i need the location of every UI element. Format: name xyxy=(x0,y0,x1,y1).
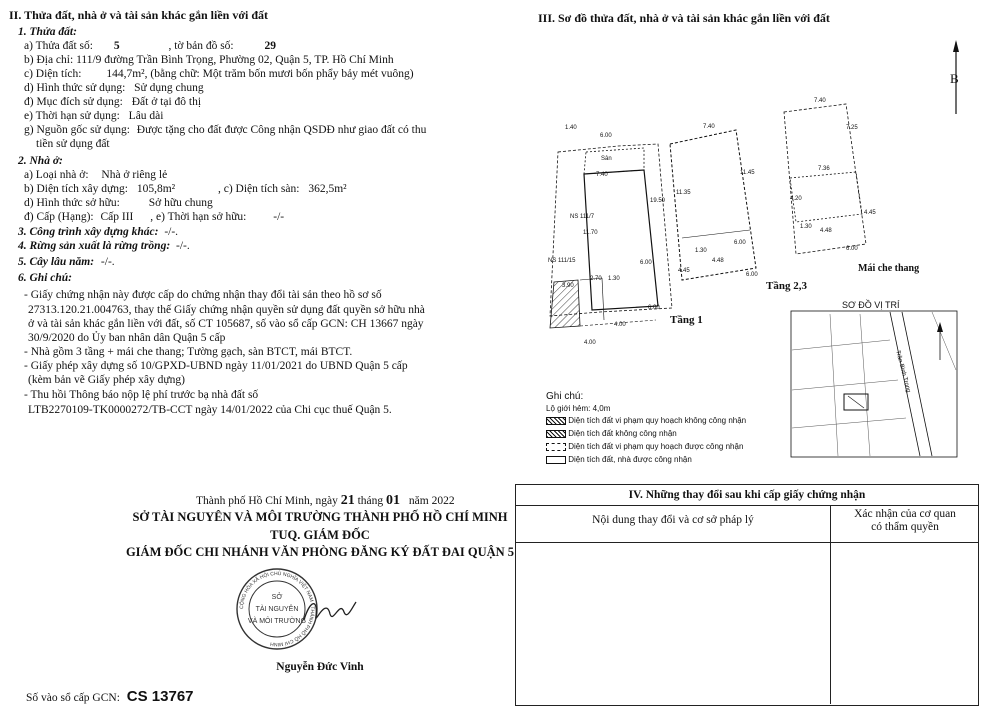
san-label: Sân xyxy=(601,156,612,162)
dim-label: 1.30 xyxy=(608,276,620,282)
note-line: LTB2270109-TK0000272/TB-CCT ngày 14/01/2022 của Chi cục thuế Quận 5. xyxy=(28,404,392,416)
house-type-row xyxy=(24,169,167,182)
dim-label: 6.00 xyxy=(640,260,652,266)
dim-label: 7.40 xyxy=(814,98,826,104)
cross-hatch-swatch-icon xyxy=(546,417,566,425)
own-term-value: -/- xyxy=(273,211,285,223)
use-form-value: Sử dụng chung xyxy=(134,82,204,94)
dim-label: 1.30 xyxy=(695,248,707,254)
item-5-label: 5. Cây lâu năm: xyxy=(18,256,95,268)
dim-label: 2.70 xyxy=(590,276,602,282)
location-title: SƠ ĐỒ VỊ TRÍ xyxy=(842,300,900,310)
address-value: 111/9 đường Trần Bình Trọng, Phường 02, Quận 5, TP. Hồ Chí Minh xyxy=(76,54,394,66)
note-line: (kèm bản vẽ Giấy phép xây dựng) xyxy=(28,374,185,386)
grade-value: Cấp III xyxy=(100,211,134,223)
role-1: TUQ. GIÁM ĐỐC xyxy=(270,528,370,542)
changes-table xyxy=(515,484,979,706)
section-iv-title: IV. Những thay đổi sau khi cấp giấy chứng nhận xyxy=(516,485,978,506)
origin-value-2: tiền sử dụng đất xyxy=(36,138,110,150)
dim-label: 4.20 xyxy=(790,196,802,202)
north-label: B xyxy=(950,71,959,86)
note-line: 27313.120.21.004763, thay thế Giấy chứng nhận quyền sử dụng đất quyền sở hữu nhà xyxy=(28,304,425,316)
dim-label: 4.45 xyxy=(864,210,876,216)
dim-label: 7.36 xyxy=(818,166,830,172)
dim-label: 6.00 xyxy=(846,246,858,252)
alley-label: NS 111/7 xyxy=(570,214,595,220)
ownership-label: d) Hình thức sở hữu: xyxy=(24,197,120,209)
dim-label: 7.40 xyxy=(703,124,715,130)
gcn-row xyxy=(26,690,194,705)
legend-item-label: Diện tích đất không công nhận xyxy=(568,429,677,438)
dim-label: 1.40 xyxy=(565,125,577,131)
item-3-label: 3. Công trình xây dựng khác: xyxy=(18,226,159,238)
built-area-label: b) Diện tích xây dựng: xyxy=(24,183,128,195)
dim-label: 11.70 xyxy=(583,230,598,236)
dim-label: 6.00 xyxy=(734,240,746,246)
note-line: - Giấy phép xây dựng số 10/GPXD-UBND ngày 11/01/2021 do UBND Quận 5 cấp xyxy=(24,360,408,372)
item-4-value: -/-. xyxy=(176,240,190,252)
legend-list xyxy=(546,414,746,466)
item-4 xyxy=(18,240,190,253)
date-prefix: Thành phố Hồ Chí Minh, ngày xyxy=(196,495,338,507)
origin-label: g) Nguồn gốc sử dụng: xyxy=(24,124,130,136)
ownership-row xyxy=(24,197,213,210)
floor-2-3-label: Tầng 2,3 xyxy=(766,280,807,292)
legend-item-label: Diện tích đất vi phạm quy hoạch không công nhận xyxy=(568,416,747,425)
gcn-number: CS 13767 xyxy=(126,688,194,705)
legend-item xyxy=(546,414,746,427)
signer-name: Nguyễn Đức Vinh xyxy=(276,661,364,673)
parcel-label: a) Thửa đất số: xyxy=(24,40,93,52)
date-line xyxy=(196,494,455,508)
grade-label: đ) Cấp (Hạng): xyxy=(24,211,94,223)
date-day: 21 xyxy=(340,493,355,508)
house-heading: 2. Nhà ở: xyxy=(18,155,63,167)
dim-label: 4.00 xyxy=(584,340,596,346)
roof-label: Mái che thang xyxy=(858,263,920,274)
area-value: 144,7m², (bằng chữ: Một trăm bốn mươi bốn phẩy bảy mét vuông) xyxy=(106,68,414,80)
seal-center-text: TÀI NGUYÊN xyxy=(255,606,299,613)
role-2: GIÁM ĐỐC CHI NHÁNH VĂN PHÒNG ĐĂNG KÝ ĐẤT ĐAI QUẬN 5 xyxy=(125,545,515,559)
solid-swatch-icon xyxy=(546,456,566,464)
seal-center-text: VÀ MÔI TRƯỜNG xyxy=(247,618,307,625)
dim-label: 19.50 xyxy=(650,198,666,204)
dim-label: 7.25 xyxy=(846,125,858,131)
floor-area-label: , c) Diện tích sàn: xyxy=(218,183,300,195)
gcn-label: Số vào sổ cấp GCN: xyxy=(26,692,120,704)
item-3-value: -/-. xyxy=(164,226,179,238)
dim-label: 4.48 xyxy=(712,258,724,264)
dim-label: 11.45 xyxy=(740,170,755,176)
legend-boundary: Lộ giới hẻm: 4,0m xyxy=(546,404,611,413)
land-heading: 1. Thửa đất: xyxy=(18,26,77,38)
parcel-number: 5 xyxy=(113,40,120,52)
dim-label: 6.00 xyxy=(648,305,660,311)
column-divider xyxy=(830,506,831,542)
dim-label: 4.00 xyxy=(614,322,626,328)
legend-item-label: Diện tích đất vi phạm quy hoạch được công nhận xyxy=(568,442,744,451)
purpose-label: đ) Mục đích sử dụng: xyxy=(24,96,123,108)
house-type-label: a) Loại nhà ở: xyxy=(24,169,89,181)
purpose-value: Đất ở tại đô thị xyxy=(131,96,202,108)
item-6-label: 6. Ghi chú: xyxy=(18,272,72,284)
seal-ring-text: CỘNG HÒA XÃ HỘI CHỦ NGHĨA VIỆT NAM · THÀNH PHỐ HỒ CHÍ MINH xyxy=(238,570,316,648)
use-form-row xyxy=(24,82,204,95)
section-ii-title: II. Thửa đất, nhà ở và tài sản khác gắn liền với đất xyxy=(9,8,269,22)
term-label: e) Thời hạn sử dụng: xyxy=(24,110,120,122)
alley-label: NS 111/15 xyxy=(548,258,576,264)
own-term-label: , e) Thời hạn sở hữu: xyxy=(150,211,247,223)
dim-label: 6.00 xyxy=(746,272,758,278)
col-authority-header xyxy=(832,508,978,535)
date-month: 01 xyxy=(386,493,401,508)
changes-table-header xyxy=(516,506,978,543)
built-area-value: 105,8m² xyxy=(136,183,176,195)
seal-center-text: SỞ xyxy=(271,594,283,601)
note-line: - Giấy chứng nhận này được cấp do chứng nhận thay đổi tài sản theo hồ sơ số xyxy=(24,289,382,301)
dashed-swatch-icon xyxy=(546,443,566,451)
dim-label: 6.00 xyxy=(600,133,612,139)
ownership-value: Sở hữu chung xyxy=(148,197,213,209)
term-row xyxy=(24,110,163,123)
item-4-label: 4. Rừng sản xuất là rừng trồng: xyxy=(18,240,171,252)
map-label: , tờ bản đồ số: xyxy=(168,40,234,52)
legend-item xyxy=(546,440,746,453)
legend-item xyxy=(546,453,746,466)
dim-label: 3.90 xyxy=(562,283,574,289)
location-map xyxy=(790,310,960,460)
address-row xyxy=(24,54,394,67)
column-divider xyxy=(830,542,831,704)
dim-label: 11.35 xyxy=(676,190,691,196)
dim-label: 7.40 xyxy=(596,172,608,178)
item-3 xyxy=(18,226,178,239)
note-line: - Nhà gồm 3 tầng + mái che thang; Tường gạch, sàn BTCT, mái BTCT. xyxy=(24,346,353,358)
origin-row xyxy=(24,124,426,137)
note-line: - Thu hồi Thông báo nộp lệ phí trước bạ nhà đất số xyxy=(24,389,259,401)
origin-value-1: Được tặng cho đất được Công nhận QSDĐ như giao đất có thu xyxy=(136,124,427,136)
floor-1-label: Tầng 1 xyxy=(670,314,703,326)
dim-label: 1.30 xyxy=(800,224,812,230)
use-form-label: d) Hình thức sử dụng: xyxy=(24,82,126,94)
col-changes-header: Nội dung thay đổi và cơ sở pháp lý xyxy=(592,514,754,526)
floor-area-value: 362,5m² xyxy=(308,183,347,195)
address-label: b) Địa chỉ: xyxy=(24,54,74,66)
handwritten-signature-icon xyxy=(300,590,360,630)
note-line: 30/9/2020 do Ủy ban nhân dân Quận 5 cấp xyxy=(28,332,226,344)
date-year: năm 2022 xyxy=(408,495,455,507)
area-row xyxy=(24,68,414,81)
legend-title: Ghi chú: xyxy=(546,391,584,402)
grade-row xyxy=(24,211,284,224)
map-number: 29 xyxy=(264,40,276,52)
legend-item xyxy=(546,427,746,440)
area-label: c) Diện tích: xyxy=(24,68,82,80)
legend-item-label: Diện tích đất, nhà được công nhận xyxy=(568,455,692,464)
term-value: Lâu dài xyxy=(128,110,164,122)
road-label: Trần Bình Trọng xyxy=(894,350,912,394)
dim-label: 4.45 xyxy=(678,268,690,274)
hatch-swatch-icon xyxy=(546,430,566,438)
dim-label: 4.48 xyxy=(820,228,832,234)
purpose-row xyxy=(24,96,201,109)
item-5 xyxy=(18,256,115,269)
col-authority-line: có thẩm quyền xyxy=(871,521,939,534)
item-5-value: -/-. xyxy=(100,256,115,268)
house-type-value: Nhà ở riêng lẻ xyxy=(101,169,168,181)
note-line: ở và tài sản khác gắn liền với đất, số CT 105687, số vào sổ cấp GCN: CH 13667 ngày xyxy=(28,318,424,330)
built-area-row xyxy=(24,183,347,196)
section-iii-title: III. Sơ đồ thửa đất, nhà ở và tài sản khác gắn liền với đất xyxy=(538,11,830,25)
col-authority-line: Xác nhận của cơ quan xyxy=(854,508,956,520)
org-name: SỞ TÀI NGUYÊN VÀ MÔI TRƯỜNG THÀNH PHỐ HỒ CHÍ MINH xyxy=(132,510,508,524)
date-month-label: tháng xyxy=(357,495,384,507)
parcel-row xyxy=(24,40,276,53)
